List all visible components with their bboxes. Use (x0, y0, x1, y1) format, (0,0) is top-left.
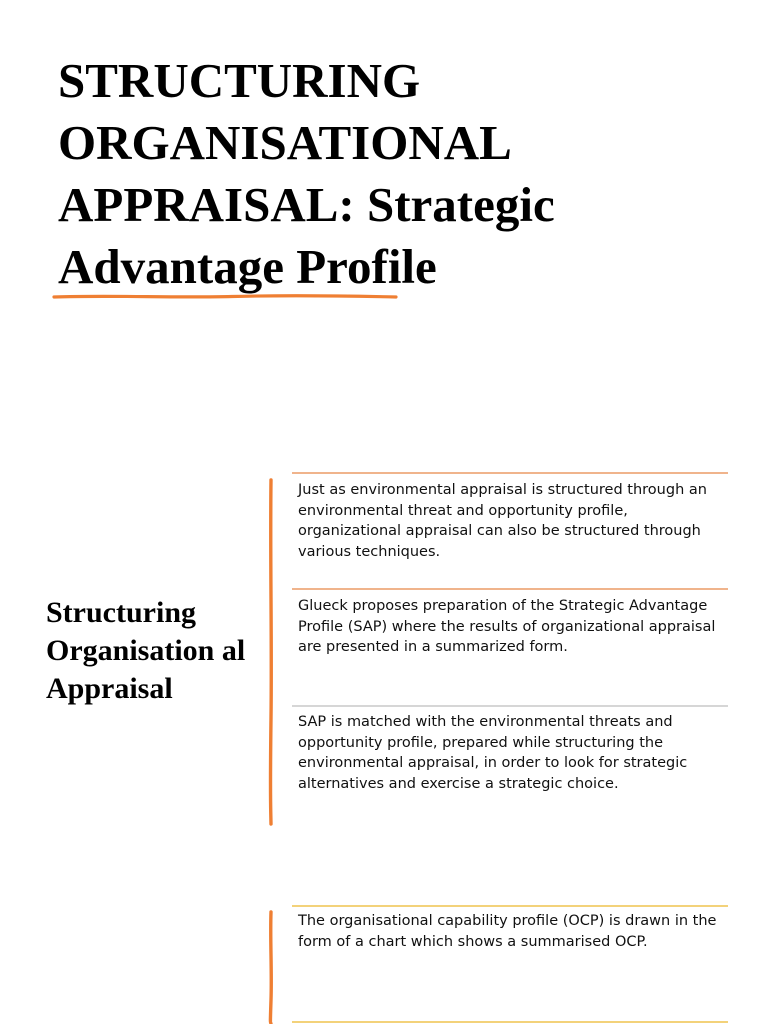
accent-bar (267, 910, 275, 1024)
accent-bar (267, 478, 275, 826)
divider-line (292, 472, 728, 474)
text-block: Just as environmental appraisal is structured through an environmental threat and opportunity profile, organizational appraisal can also be structured through various techniques. (298, 482, 707, 561)
section-heading: Structuring Organisation al Appraisal (46, 596, 246, 705)
divider-line (292, 588, 728, 590)
text-block: SAP is matched with the environmental threats and opportunity profile, prepared while structuring the environmental appraisal, in order to look for strategic alternatives and exercise a strategic choice. (298, 714, 688, 793)
divider-line (292, 1021, 728, 1023)
title-underline (52, 292, 398, 302)
text-block: The organisational capability profile (OCP) is drawn in the form of a chart which shows a summarised OCP. (298, 913, 717, 950)
divider-line (292, 705, 728, 707)
divider-line (292, 905, 728, 907)
slide-title: STRUCTURING ORGANISATIONAL APPRAISAL: Strategic Advantage Profile (58, 53, 555, 294)
text-block: Glueck proposes preparation of the Strategic Advantage Profile (SAP) where the results of organizational appraisal are presented in a summarized form. (298, 598, 716, 656)
